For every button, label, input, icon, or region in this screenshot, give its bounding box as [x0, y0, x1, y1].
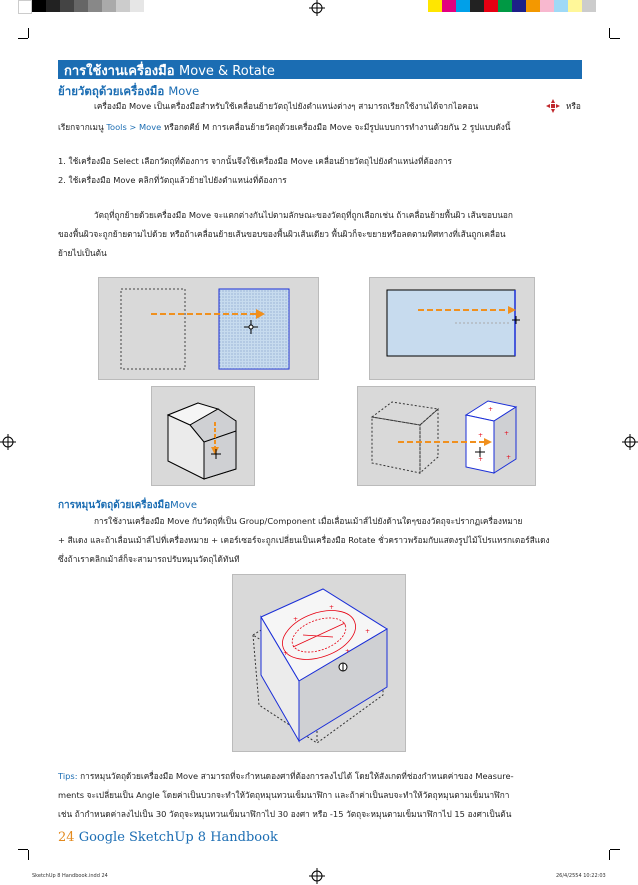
figure-move-top-face	[151, 386, 255, 486]
crop-mark	[28, 850, 29, 860]
registration-mark-icon	[309, 868, 325, 884]
tips-line2: ments จะเปลี่ยนเป็น Angle โดยค่าเป็นบวกจะทำให้วัตถุหมุนทวนเข็มนาฬิกา และถ้าค่าเป็นลบจะทำให้วัตถุหมุนตามเข็มนาฬิกา	[58, 790, 510, 800]
move-para2-line2: ของพื้นผิวจะถูกย้ายตามไปด้วย หรือถ้าเคลื่อนย้ายเส้นขอบของพื้นผิวเส้นเดียว พื้นผิวก็จะขยายหรือลดตามทิศทางที่เส้นถูกเคลื่อน	[58, 229, 506, 239]
svg-text:+: +	[478, 432, 484, 439]
step-2: 2. ใช้เครื่องมือ Move คลิกที่วัตถุแล้วย้ายไปยังตำแหน่งที่ต้องการ	[58, 175, 287, 185]
figure-move-box	[357, 386, 536, 486]
tips-line1: Tips: การหมุนวัตถุด้วยเครื่องมือ Move สามารถที่จะกำหนดองศาที่ต้องการลงไปได้ โดยให้สังเกตที่ช่องกำหนดค่าของ Measure-	[58, 771, 514, 781]
rotate-line3: ซึ่งถ้าเราคลิกเม้าส์ก็จะสามารถปรับหมุนวัตถุได้ทันที	[58, 554, 240, 564]
step-1: 1. ใช้เครื่องมือ Select เลือกวัตถุที่ต้องการ จากนั้นจึงใช้เครื่องมือ Move เคลื่อนย้ายวัตถุไปยังตำแหน่งที่ต้องการ	[58, 156, 452, 166]
move-intro-line1: เครื่องมือ Move เป็นเครื่องมือสำหรับใช้เคลื่อนย้ายวัตถุไปยังตำแหน่งต่างๆ สามารถเรียกใช้งานได้จากไอคอน	[94, 101, 479, 111]
crop-mark	[28, 28, 29, 38]
tips-line3: เช่น ถ้ากำหนดค่าลงไปเป็น 30 วัตถุจะหมุนทวนเข็มนาฬิกาไป 30 องศา หรือ -15 วัตถุจะหมุนตามเข็มนาฬิกาไป 15 องศาเป็นต้น	[58, 809, 512, 819]
crop-mark	[610, 849, 620, 850]
crop-mark	[18, 849, 28, 850]
svg-text:+: +	[329, 604, 335, 611]
chapter-header-band	[58, 60, 582, 79]
crop-mark	[18, 38, 28, 39]
registration-mark-icon	[0, 434, 16, 450]
crop-mark	[610, 38, 620, 39]
menu-path: Tools > Move	[106, 122, 162, 132]
grayscale-swatch-bar	[18, 0, 144, 12]
page-footer	[58, 830, 278, 845]
crop-mark	[609, 28, 610, 38]
svg-text:+: +	[478, 456, 484, 463]
figure-move-edge	[369, 277, 535, 380]
svg-text:+: +	[488, 406, 494, 413]
tips-label: Tips:	[58, 771, 78, 781]
svg-text:+: +	[504, 430, 510, 437]
rotate-grip-icon	[339, 663, 347, 671]
move-intro-line2: เรียกจากเมนู Tools > Move หรือกดคีย์ M การเคลื่อนย้ายวัตถุด้วยเครื่องมือ Move จะมีรูปแบบการทำงานด้วยกัน 2 รูปแบบดังนี้	[58, 122, 511, 132]
book-title: Google SketchUp 8 Handbook	[78, 830, 278, 845]
figure-move-face	[98, 277, 319, 380]
section-move-title: ย้ายวัตถุด้วยเครื่องมือ Move	[58, 84, 200, 98]
svg-text:+: +	[283, 650, 289, 657]
move-para2-line3: ย้ายไปเป็นต้น	[58, 248, 107, 258]
move-intro-or: หรือ	[566, 101, 581, 111]
figure-rotate-cube	[232, 574, 406, 752]
svg-text:+: +	[365, 628, 371, 635]
slug-date: 26/4/2554 10:22:03	[556, 873, 606, 879]
registration-mark-icon	[309, 0, 325, 16]
svg-text:+: +	[506, 454, 512, 461]
registration-mark-icon	[622, 434, 638, 450]
rotate-line1: การใช้งานเครื่องมือ Move กับวัตถุที่เป็น Group/Component เมื่อเลื่อนเม้าส์ไปยังด้านใดๆของวัตถุจะปรากฏเครื่องหมาย	[94, 516, 523, 526]
move-tool-icon	[546, 99, 560, 113]
color-swatch-bar	[428, 0, 596, 12]
svg-text:+: +	[293, 616, 299, 623]
page-number: 24	[58, 830, 75, 845]
rotate-line2: + สีแดง และถ้าเลื่อนเม้าส์ไปที่เครื่องหมาย + เคอร์เซอร์จะถูกเปลี่ยนเป็นเครื่องมือ Rotate ชั่วคราวพร้อมกับแสดงรูปไม้โปรแทรกเตอร์สีแดง	[58, 535, 550, 545]
section-rotate-title: การหมุนวัตถุด้วยเครื่องมือMove	[58, 500, 197, 511]
slug-filename: SketchUp 8 Handbook.indd 24	[32, 873, 108, 879]
chapter-title: การใช้งานเครื่องมือ Move & Rotate	[64, 64, 275, 79]
move-para2-line1: วัตถุที่ถูกย้ายด้วยเครื่องมือ Move จะแตกต่างกันไปตามลักษณะของวัตถุที่ถูกเลือกเช่น ถ้าเคลื่อนย้ายพื้นผิว เส้นขอบนอก	[94, 210, 513, 220]
crop-mark	[609, 850, 610, 860]
svg-text:+: +	[345, 648, 351, 655]
